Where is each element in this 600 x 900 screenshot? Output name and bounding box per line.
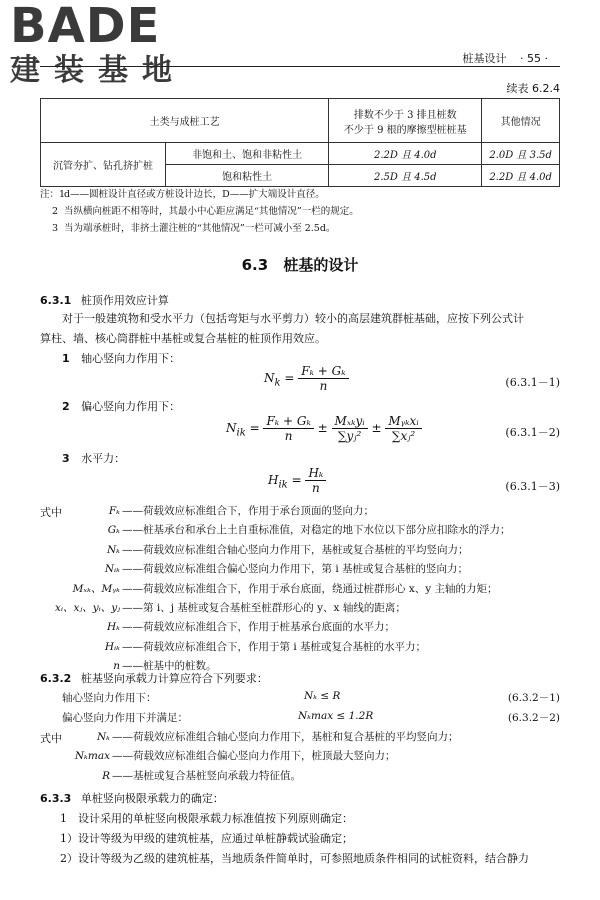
fraction-denominator: ∑xⱼ²: [391, 429, 416, 443]
definition-item: [40, 618, 560, 637]
clause-title: 桩基竖向承载力计算应符合下列要求：: [80, 672, 268, 685]
definition-symbol: Hᵢₖ: [104, 640, 120, 653]
list-text: 偏心竖向力作用下：: [81, 400, 181, 413]
equation-6-3-1-2: $N_{ik}$ = $\frac{\text{Fₖ + Gₖ}}{n}$ ± $\frac{\text{Mₓₖyᵢ}}{\text{∑yⱼ²}}$ ± $\frac{\text{Mᵧₖxᵢ}}{\text{∑xⱼ²}}$: [226, 414, 422, 443]
clause-heading: [40, 292, 560, 308]
table-caption: 续表 6.2.4: [506, 82, 560, 95]
list-item: [62, 350, 462, 366]
where-label: 式中: [40, 732, 62, 745]
definition-text: ——荷载效应标准组合偏心竖向力作用下，第 i 基桩或复合基桩的竖向力；: [122, 563, 469, 576]
chapter-title: 桩基设计: [462, 52, 507, 65]
fraction: [305, 466, 326, 495]
definition-item: [40, 767, 560, 786]
equation-symbol: N: [226, 421, 237, 435]
clause-title: 单桩竖向极限承载力的确定：: [80, 792, 224, 805]
table-cell: 2.0D 且 3.5d: [482, 143, 560, 165]
list-item: [62, 398, 462, 414]
where-label: 式中: [40, 506, 62, 519]
definition-item: [40, 728, 560, 747]
fraction: [332, 414, 368, 443]
definition-text: ——荷载效应标准组合下，作用于承台顶面的竖向力；: [122, 505, 374, 517]
fraction-denominator: ∑yⱼ²: [337, 429, 362, 443]
definition-item: [40, 521, 560, 540]
definition-text: ——第 i、j 基桩或复合基桩至桩群形心的 y、x 轴线的距离；: [122, 602, 406, 615]
table-header-line: 排数不少于 3 排且桩数: [353, 109, 457, 121]
table-cell: 饱和粘性土: [166, 165, 329, 187]
equation-6-3-1-3: $H_{ik}$ = $\frac{\text{Hₖ}}{n}$: [268, 466, 326, 495]
definition-symbol: n: [113, 660, 120, 673]
criterion-row: [40, 690, 560, 705]
clause-number: 6.3.3: [40, 792, 72, 805]
fraction-numerator: Mₓₖyᵢ: [332, 414, 368, 429]
definition-text: ——荷载效应标准组合偏心竖向力作用下，桩顶最大竖向力；: [112, 750, 396, 763]
clause-title: 桩顶作用效应计算: [80, 294, 169, 307]
equation-symbol: N: [264, 371, 275, 385]
fraction: [385, 414, 421, 443]
definition-item: [40, 580, 560, 599]
table-header-cell: 土类与成桩工艺: [41, 99, 329, 143]
equation-subscript: ik: [236, 427, 246, 439]
equation-number: (6.3.2－2): [507, 712, 560, 724]
definition-item: [40, 599, 560, 618]
clause-number: 6.3.1: [40, 294, 72, 307]
definition-symbol: R: [102, 769, 110, 782]
definition-text: ——桩基中的桩数。: [122, 660, 217, 673]
table-row: [41, 143, 560, 165]
fraction-numerator: Fₖ + Gₖ: [263, 414, 313, 429]
definition-text: ——荷载效应标准组合下，作用于承台底面，绕通过桩群形心 x、y 主轴的力矩；: [122, 582, 498, 595]
note-item: [40, 220, 560, 237]
note-text: 当为端承桩时，非挤土灌注桩的“其他情况”一栏可减小至 2.5d。: [64, 223, 336, 234]
section-heading: 桩基的设计: [283, 256, 359, 274]
equation-symbol: H: [268, 473, 279, 487]
equation-subscript: ik: [278, 479, 288, 491]
section-title: [0, 254, 600, 275]
brand-logo-subtitle: 建装基地: [10, 53, 186, 88]
definition-symbol: Hₖ: [107, 621, 120, 634]
brand-logo: BADE: [10, 0, 161, 54]
list-text: 轴心竖向力作用下：: [81, 352, 181, 365]
list-number: 1: [62, 352, 70, 365]
table-header-line: 不少于 9 根的摩擦型桩桩基: [343, 124, 467, 136]
criterion-row: [40, 710, 560, 725]
note-label: 2: [52, 206, 59, 217]
fraction-numerator: Fₖ + Gₖ: [298, 364, 348, 379]
table-header-cell: 其他情况: [482, 99, 560, 143]
clause-number: 6.3.2: [40, 672, 72, 685]
header-rule: [40, 66, 560, 67]
equation-subscript: k: [274, 377, 281, 389]
note-label: 注：1: [40, 189, 66, 200]
table-notes: [40, 186, 560, 237]
fraction-denominator: n: [311, 481, 320, 495]
equation-number: (6.3.1－2): [505, 426, 560, 439]
definition-text: ——基桩或复合基桩竖向承载力特征值。: [112, 769, 301, 782]
clause-heading: [40, 670, 560, 686]
paragraph-line: 2）设计等级为乙级的建筑桩基，当地质条件简单时，可参照地质条件相同的试桩资料，结合静力: [60, 852, 529, 865]
equation-number: (6.3.1－1): [505, 376, 560, 389]
definition-symbol: Nₖ: [96, 731, 110, 743]
table-cell: 2.2D 且 4.0d: [329, 143, 482, 165]
note-item: [40, 203, 560, 220]
symbol-definitions: [40, 502, 560, 677]
definition-item: [40, 638, 560, 657]
paragraph-line: 1）设计等级为甲级的建筑桩基，应通过单桩静载试验确定；: [60, 832, 353, 845]
list-number: 3: [62, 452, 70, 465]
fraction-denominator: n: [284, 429, 293, 443]
paragraph-line: 1 设计采用的单桩竖向极限承载力标准值按下列原则确定：: [60, 812, 353, 825]
definition-text: ——荷载效应标准组合下，作用于桩基承台底面的水平力；: [122, 621, 395, 634]
note-item: [40, 186, 560, 203]
criterion-label: 轴心竖向力作用下：: [62, 692, 157, 704]
paragraph-line: 对于一般建筑物和受水平力（包括弯矩与水平剪力）较小的高层建筑群桩基础，应按下列公式计: [62, 312, 524, 325]
table-cell: 2.2D 且 4.0d: [482, 165, 560, 187]
note-text: d——圆桩设计直径或方桩设计边长，D——扩大端设计直径。: [64, 189, 325, 200]
criterion-formula: Nₖ ≤ R: [304, 690, 341, 702]
criterion-formula: Nₖmax ≤ 1.2R: [298, 710, 374, 722]
definition-text: ——荷载效应标准组合轴心竖向力作用下，基桩或复合基桩的平均竖向力；: [122, 543, 469, 556]
definition-symbol: Mₓₖ、Mᵧₖ: [72, 582, 120, 595]
definition-symbol: Nₖmax: [74, 750, 110, 763]
equation-number: (6.3.1－3): [505, 480, 560, 493]
symbol-definitions: [40, 728, 560, 786]
clause-heading: [40, 790, 560, 806]
definition-item: [40, 541, 560, 560]
equation-number: (6.3.2－1): [507, 692, 560, 704]
definition-text: ——荷载效应标准组合下，作用于第 i 基桩或复合基桩的水平力；: [122, 640, 427, 653]
list-item: [62, 450, 462, 466]
table-header-cell: [329, 99, 482, 143]
note-text: 当纵横向桩距不相等时，其最小中心距应满足“其他情况”一栏的规定。: [64, 206, 359, 217]
definition-text: ——荷载效应标准组合轴心竖向力作用下，基桩和复合基桩的平均竖向力；: [112, 731, 459, 743]
paragraph-line: 算柱、墙、核心筒群桩中基桩或复合基桩的桩顶作用效应。: [40, 332, 326, 345]
running-header: [463, 50, 548, 66]
note-label: 3: [52, 223, 59, 234]
fraction-numerator: Mᵧₖxᵢ: [385, 414, 421, 429]
fraction-denominator: n: [319, 379, 328, 393]
equation-6-3-1-1: $N_k$ = $\frac{\text{Fₖ + Gₖ}}{n}$: [264, 364, 349, 393]
list-number: 2: [62, 400, 70, 413]
definition-symbol: Nₖ: [106, 543, 120, 556]
table-cell: 非饱和土、饱和非粘性土: [166, 143, 329, 165]
definition-symbol: Fₖ: [108, 505, 120, 517]
pile-spacing-table: [40, 98, 560, 187]
table-header-row: [41, 99, 560, 143]
definition-symbol: Gₖ: [107, 524, 120, 537]
definition-item: [40, 747, 560, 766]
table-cell: 2.5D 且 4.5d: [329, 165, 482, 187]
definition-symbol: Nᵢₖ: [104, 563, 120, 576]
section-number: 6.3: [241, 256, 269, 274]
definition-item: [40, 502, 560, 521]
criterion-label: 偏心竖向力作用下并满足：: [62, 712, 188, 724]
definition-text: ——桩基承台和承台上土自重标准值，对稳定的地下水位以下部分应扣除水的浮力；: [122, 524, 511, 537]
fraction: [263, 414, 313, 443]
page-number: · 55 ·: [520, 52, 548, 65]
definition-item: [40, 560, 560, 579]
fraction: [298, 364, 348, 393]
list-text: 水平力：: [81, 452, 126, 465]
table-cell: 沉管夯扩、钻孔挤扩桩: [41, 143, 166, 187]
fraction-numerator: Hₖ: [305, 466, 326, 481]
definition-symbol: xᵢ、xⱼ、yᵢ、yⱼ: [55, 602, 120, 615]
